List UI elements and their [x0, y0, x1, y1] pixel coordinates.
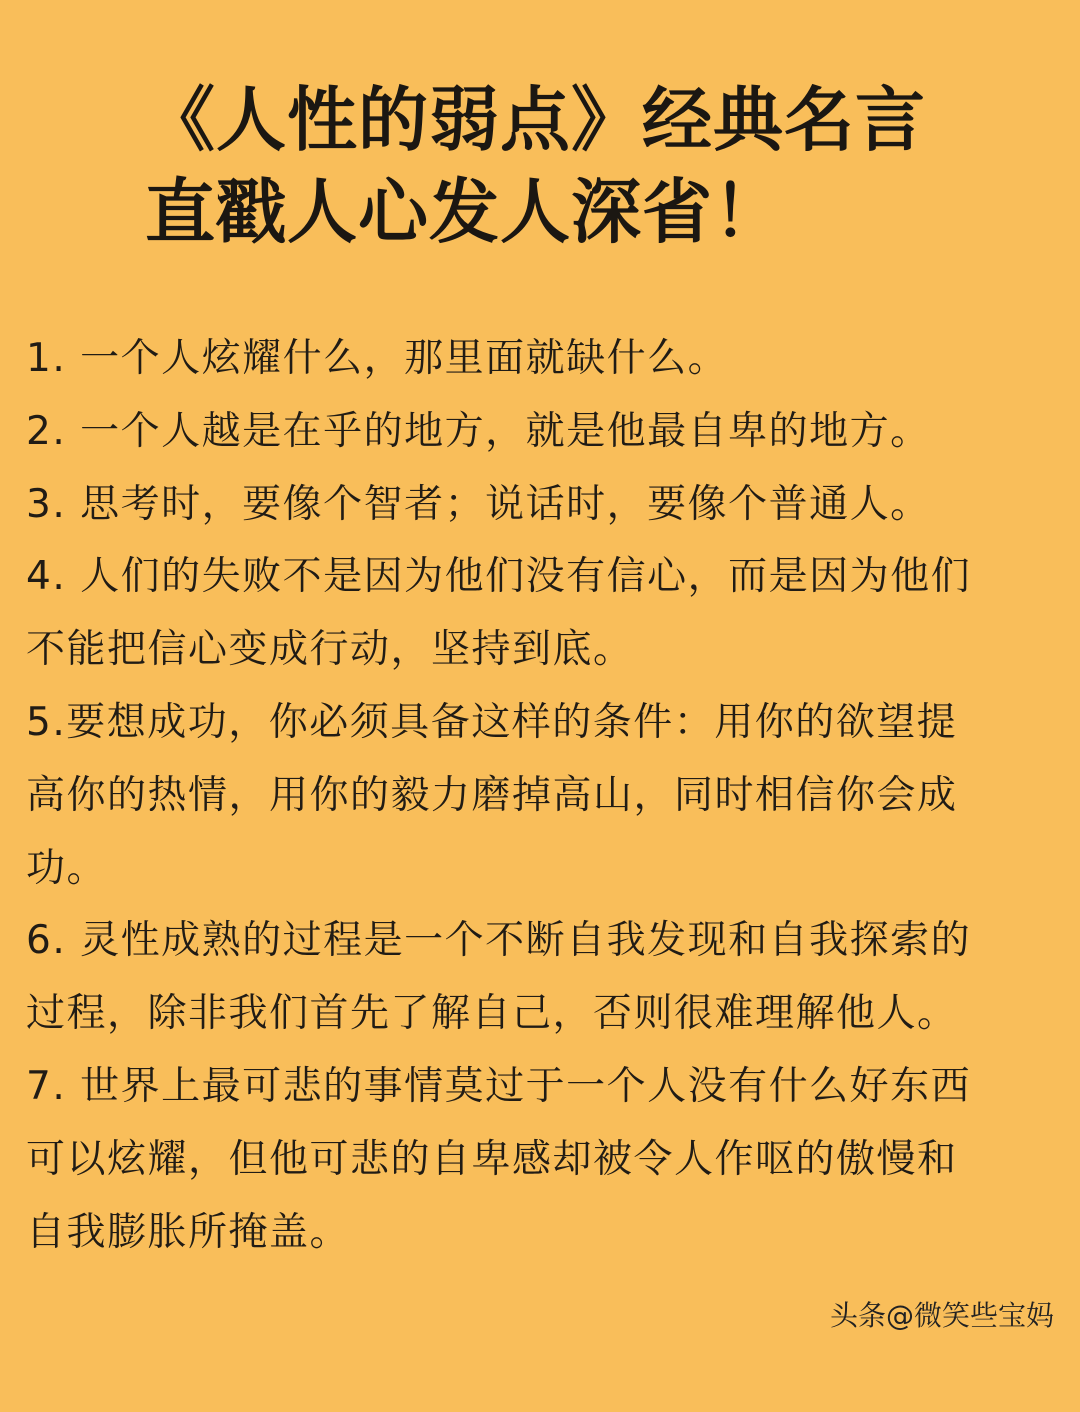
quote-text-line: 过程，除非我们首先了解自己，否则很难理解他人。: [26, 991, 958, 1037]
quote-item-5: [26, 687, 1056, 905]
quote-text-line: 自我膨胀所掩盖。: [26, 1209, 351, 1255]
title-line-2: 直戳人心发人深省！: [145, 171, 784, 253]
quote-text-line: 7. 世界上最可悲的事情莫过于一个人没有什么好东西: [26, 1063, 972, 1109]
title-line-1: 《人性的弱点》经典名言: [145, 79, 926, 161]
quote-text-line: 不能把信心变成行动，坚持到底。: [26, 627, 634, 673]
quote-item-4: [26, 541, 1056, 687]
quote-text-line: 3. 思考时，要像个智者；说话时，要像个普通人。: [26, 481, 931, 527]
quote-item-6: [26, 905, 1056, 1051]
quote-text-line: 2. 一个人越是在乎的地方，就是他最自卑的地方。: [26, 408, 931, 454]
quote-text-line: 高你的热情，用你的毅力磨掉高山，同时相信你会成: [26, 772, 958, 818]
quote-text-line: 4. 人们的失败不是因为他们没有信心，而是因为他们: [26, 554, 972, 600]
quote-item-1: [26, 323, 1056, 396]
watermark: 头条@微笑些宝妈: [829, 1299, 1054, 1332]
quote-text-line: 可以炫耀，但他可悲的自卑感却被令人作呕的傲慢和: [26, 1136, 958, 1182]
quote-text-line: 6. 灵性成熟的过程是一个不断自我发现和自我探索的: [26, 918, 972, 964]
page-title: [145, 74, 926, 258]
quote-text-line: 1. 一个人炫耀什么，那里面就缺什么。: [26, 336, 729, 381]
quote-item-2: [26, 396, 1056, 469]
quote-list: [26, 323, 1056, 1269]
quote-item-3: [26, 469, 1056, 542]
quote-text-line: 功。: [26, 845, 108, 891]
quote-text-line: 5.要想成功，你必须具备这样的条件：用你的欲望提: [26, 699, 958, 745]
quote-item-7: [26, 1051, 1056, 1269]
